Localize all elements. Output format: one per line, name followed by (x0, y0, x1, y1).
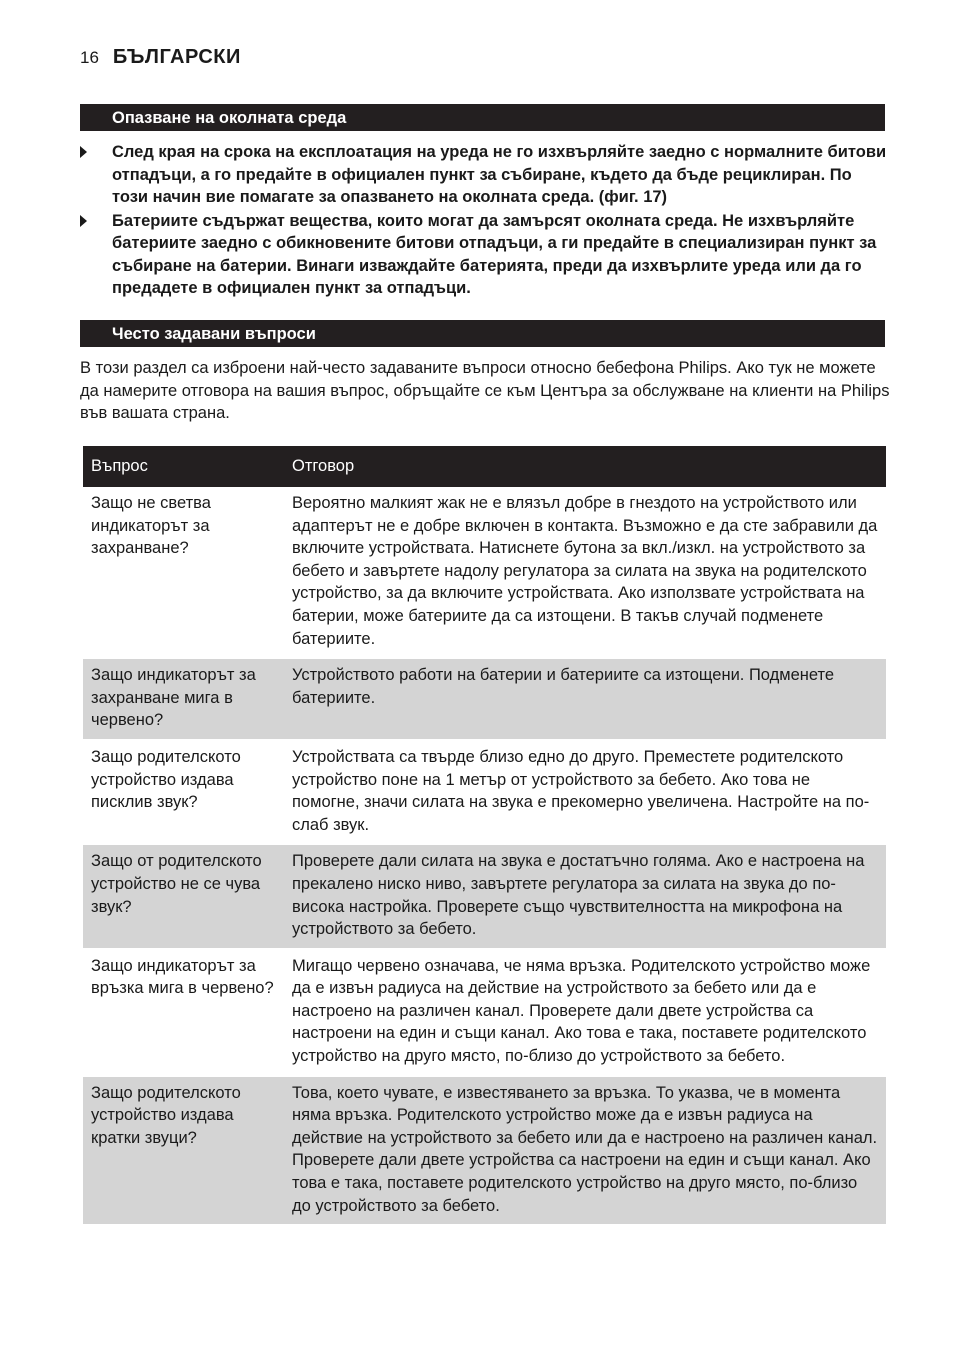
answer-cell: Това, което чувате, е известяването за връзка. То указва, че в момента няма връзка. Родителското устройство може да е извън радиуса на действие на устройството за бебето или да е настроено на различен канал. Проверете дали двете устройства са настроени на един и същи канал. Ако това е така, поставете родителското устройство на друго място, по-близо до устройството за бебето. (284, 1076, 886, 1226)
column-header-question: Въпрос (83, 446, 284, 487)
answer-cell: Вероятно малкият жак не е влязъл добре в гнездото на устройството или адаптерът не е добре включен в контакта. Възможно е да сте забравили да включите устройствата. Натиснете бутона за вкл./изкл. на устройството за бебето и завъртете надолу регулатора за силата на звука на родителското устройство, за да включите устройствата. Ако използвате устройствата на батерии, може батериите да са изтощени. В такъв случай подменете батериите. (284, 487, 886, 658)
question-cell: Защо родителското устройство издава кратки звуци? (83, 1076, 284, 1226)
page-language: БЪЛГАРСКИ (112, 46, 241, 68)
triangle-bullet-icon (80, 146, 87, 158)
answer-cell: Мигащо червено означава, че няма връзка. Родителското устройство може да е извън радиуса на действие на устройството за бебето или да е настроено на различен канал. Проверете дали двете устройства са настроени на един и същи канал. Ако това е така, поставете родителското устройство на друго място, по-близо до устройството за бебето. (284, 949, 886, 1076)
answer-cell: Устройството работи на батерии и батериите са изтощени. Подменете батериите. (284, 658, 886, 740)
list-item (80, 210, 890, 300)
environment-bullet-list (80, 141, 890, 301)
question-cell: Защо индикаторът за захранване мига в червено? (83, 658, 284, 740)
table-row (83, 1076, 886, 1226)
triangle-bullet-icon (80, 215, 87, 227)
table-row (83, 949, 886, 1076)
table-row (83, 844, 886, 948)
question-cell: Защо от родителското устройство не се чува звук? (83, 844, 284, 948)
answer-cell: Проверете дали силата на звука е достатъчно голяма. Ако е настроена на прекалено ниско ниво, завъртете регулатора за силата на звука до по-висока настройка. Проверете също чувствителността на микрофона на устройството за бебето. (284, 844, 886, 948)
page-header (80, 46, 241, 69)
bullet-text: След края на срока на експлоатация на уреда не го изхвърляйте заедно с нормалните битови отпадъци, а го предайте в официален пункт за събиране, където да бъде рециклиран. По този начин вие помагате за опазването на околната среда. (фиг. 17) (112, 143, 887, 206)
section-title-environment: Опазване на околната среда (80, 104, 885, 131)
question-cell: Защо не светва индикаторът за захранване? (83, 487, 284, 658)
table-row (83, 487, 886, 658)
table-header-row (83, 446, 886, 487)
answer-cell: Устройствата са твърде близо едно до друго. Преместете родителското устройство поне на 1 метър от устройството за бебето. Ако това не помогне, значи силата на звука е прекомерно увеличена. Настройте на по-слаб звук. (284, 740, 886, 844)
question-cell: Защо родителското устройство издава писклив звук? (83, 740, 284, 844)
table-row (83, 658, 886, 740)
faq-table (83, 446, 886, 1226)
table-row (83, 740, 886, 844)
page-number: 16 (80, 48, 99, 67)
list-item (80, 141, 890, 209)
question-cell: Защо индикаторът за връзка мига в червено? (83, 949, 284, 1076)
faq-intro: В този раздел са изброени най-често задаваните въпроси относно бебефона Philips. Ако тук не можете да намерите отговора на вашия въпрос, обръщайте се към Центъра за обслужване на клиенти на Philips във вашата страна. (80, 359, 890, 422)
bullet-text: Батериите съдържат вещества, които могат да замърсят околната среда. Не изхвърляйте батериите заедно с обикновените битови отпадъци, а ги предайте в специализиран пункт за събиране на батерии. Винаги изваждайте батерията, преди да изхвърлите уреда или да го предадете в официален пункт за отпадъци. (112, 211, 877, 297)
column-header-answer: Отговор (284, 446, 886, 487)
section-title-faq: Често задавани въпроси (80, 320, 885, 347)
